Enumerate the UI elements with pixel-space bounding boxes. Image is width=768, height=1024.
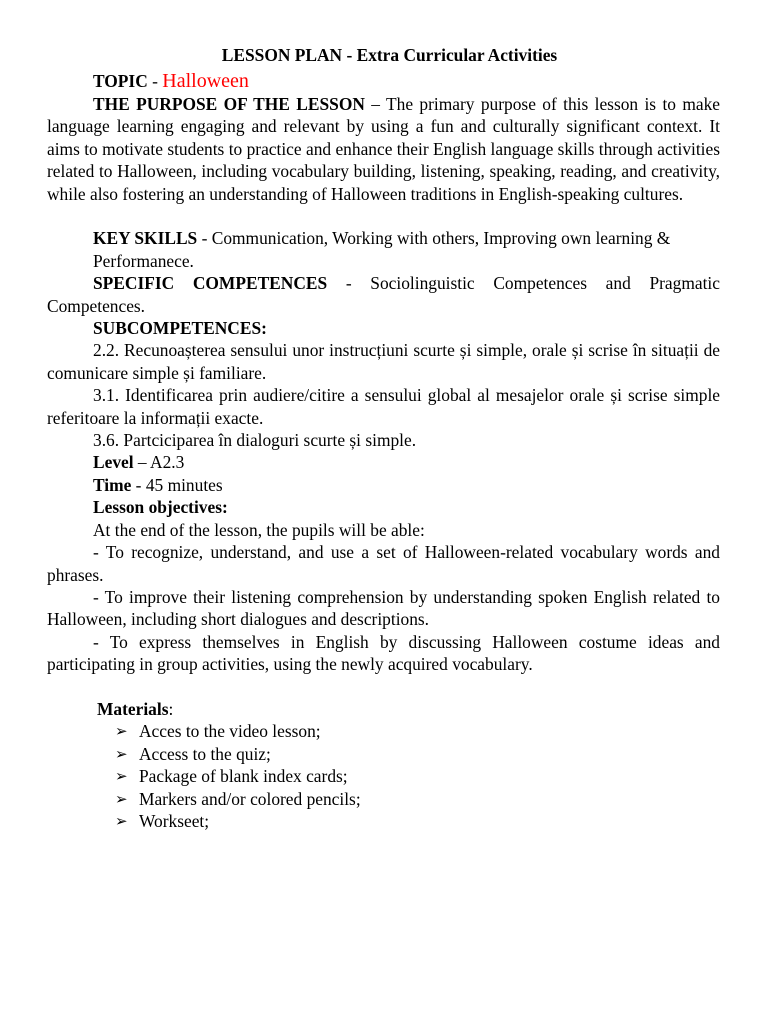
key-skills-label: KEY SKILLS — [93, 228, 198, 249]
materials-heading — [47, 698, 720, 720]
purpose-label: THE PURPOSE OF THE LESSON — [93, 94, 365, 114]
specific-competences-separator: - — [327, 273, 371, 294]
materials-item-text: Package of blank index cards; — [139, 766, 348, 787]
materials-item-text: Acces to the video lesson; — [139, 721, 321, 742]
topic-separator: - — [147, 71, 163, 91]
materials-item-text: Workseet; — [139, 810, 210, 831]
materials-item-text: Markers and/or colored pencils; — [139, 788, 361, 809]
level-value: A2.3 — [150, 452, 185, 473]
level-line — [47, 451, 720, 473]
list-item — [115, 720, 720, 742]
list-item — [115, 743, 720, 765]
materials-item-text: Access to the quiz; — [139, 743, 271, 764]
time-line — [47, 474, 720, 496]
objective-item: - To express themselves in English by discussing Halloween costume ideas and participating in group activities, using the newly acquired vocabulary. — [47, 631, 720, 675]
subcompetence-item: 2.2. Recunoașterea sensului unor instrucțiuni scurte și simple, orale și scrise în situații de comunicare simple și familiare. — [47, 340, 720, 383]
objective-item: - To recognize, understand, and use a set of Halloween-related vocabulary words and phrases. — [47, 542, 720, 585]
list-item — [115, 788, 720, 810]
materials-list — [47, 720, 720, 832]
time-label: Time — [93, 474, 132, 495]
subcompetence-item: 3.6. Partciciparea în dialoguri scurte și simple. — [93, 430, 417, 451]
purpose-paragraph — [47, 93, 720, 205]
level-separator: – — [133, 452, 151, 473]
specific-competences-label: SPECIFIC COMPETENCES — [93, 273, 328, 294]
lesson-plan-document — [47, 43, 720, 832]
objectives-heading: Lesson objectives: — [93, 497, 228, 518]
materials-suffix: : — [168, 698, 174, 719]
arrow-bullet-icon: ➢ — [115, 789, 128, 808]
key-skills-continuation: Performanece. — [93, 250, 194, 271]
specific-competences-paragraph — [47, 272, 720, 317]
subcompetences-heading: SUBCOMPETENCES: — [93, 318, 267, 339]
specific-competences-text: Sociolinguistic Competences and Pragmatic Competences. — [47, 273, 720, 316]
topic-value: Halloween — [162, 70, 249, 92]
objective-item: - To improve their listening comprehension by understanding spoken English related to Halloween, including short dialogues and descriptions. — [47, 586, 720, 630]
list-item — [115, 765, 720, 787]
materials-label: Materials — [97, 698, 169, 719]
topic-label: TOPIC — [93, 71, 148, 91]
level-label: Level — [93, 452, 134, 473]
key-skills-paragraph — [47, 227, 720, 249]
spacer — [47, 205, 720, 227]
arrow-bullet-icon: ➢ — [115, 744, 128, 763]
time-separator: - — [131, 474, 146, 495]
topic-line — [47, 69, 720, 93]
arrow-bullet-icon: ➢ — [115, 722, 128, 741]
key-skills-text: Communication, Working with others, Improving own learning & — [211, 228, 671, 249]
spacer — [47, 676, 720, 698]
objectives-intro: At the end of the lesson, the pupils will be able: — [93, 519, 425, 540]
list-item — [115, 810, 720, 832]
purpose-text: The primary purpose of this lesson is to make language learning engaging and relevant by using a fun and culturally significant context. It aims to motivate students to practice and enhance their English language skills through activities related to Halloween, including vocabulary building, listening, speaking, reading, and creativity, while also fostering an understanding of Halloween traditions in English-speaking cultures. — [47, 94, 720, 204]
purpose-separator: – — [364, 94, 387, 114]
subcompetence-item: 3.1. Identificarea prin audiere/citire a sensului global al mesajelor orale și scrise simple referitoare la informații exacte. — [47, 385, 720, 428]
time-value: 45 minutes — [145, 474, 223, 495]
page-title: LESSON PLAN - Extra Curricular Activities — [221, 45, 558, 65]
key-skills-separator: - — [197, 228, 212, 249]
arrow-bullet-icon: ➢ — [115, 811, 128, 830]
arrow-bullet-icon: ➢ — [115, 767, 128, 786]
